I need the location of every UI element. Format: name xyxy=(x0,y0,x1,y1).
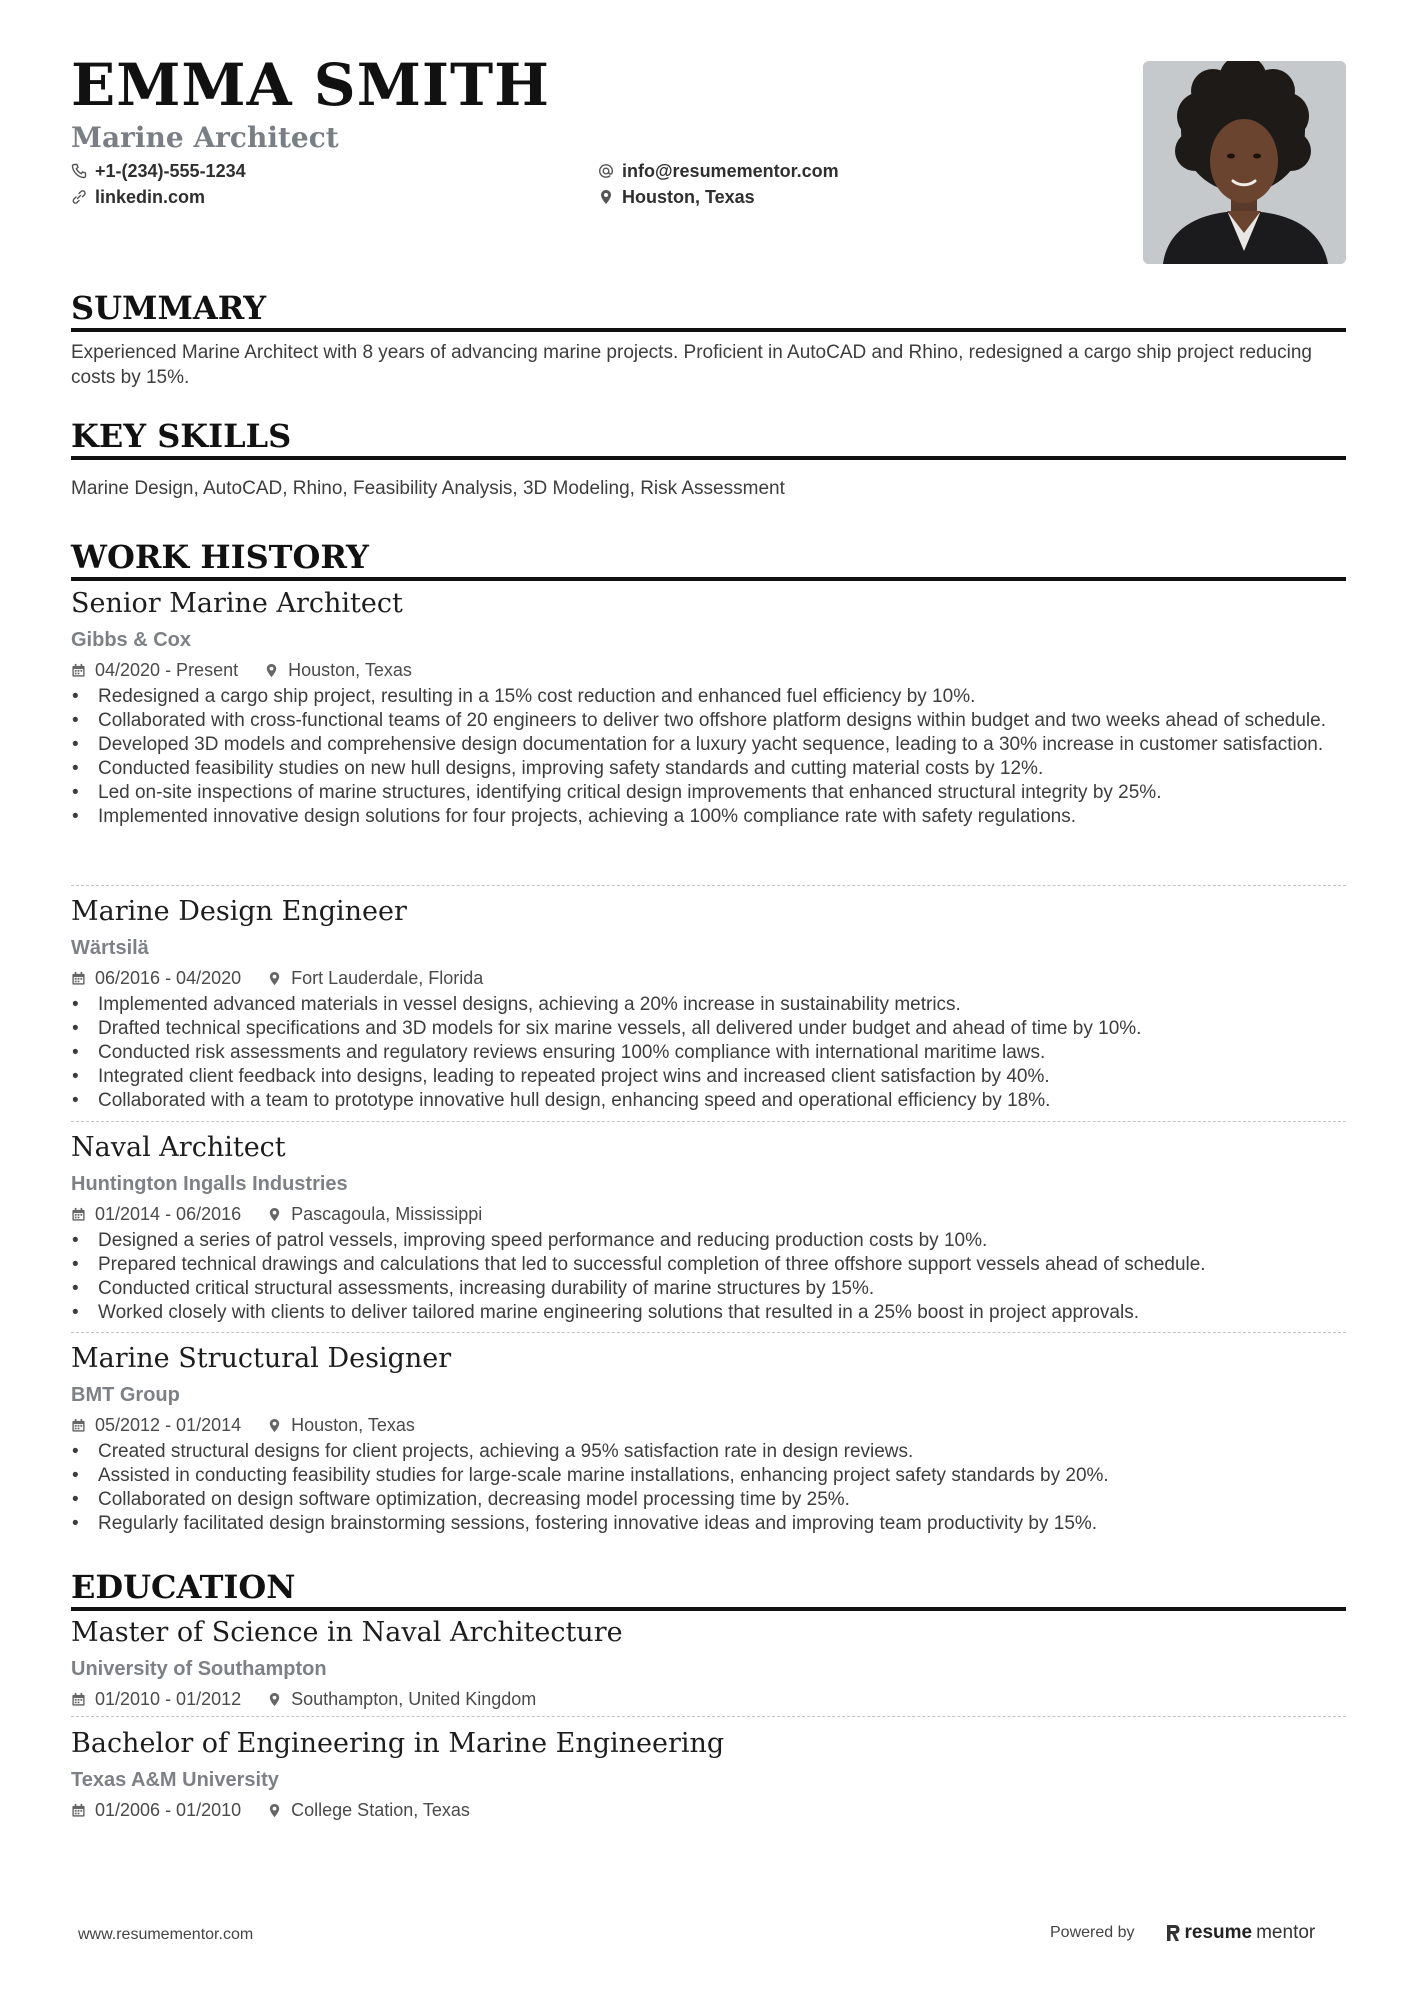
map-pin-icon xyxy=(267,1803,282,1818)
summary-text: Experienced Marine Architect with 8 years of advancing marine projects. Proficient in AutoCAD and Rhino, redesigned a cargo ship project reducing costs by 15%. xyxy=(71,342,1312,388)
brand-name-light: mentor xyxy=(1256,1922,1316,1943)
at-icon xyxy=(598,163,614,179)
list-item: • Conducted feasibility studies on new hull designs, improving safety standards and cutting material costs by 12%. xyxy=(71,757,1346,781)
powered-by-label: Powered by xyxy=(1050,1924,1135,1941)
summary-section xyxy=(71,289,1346,390)
map-pin-icon xyxy=(267,1418,282,1433)
list-item: • Led on-site inspections of marine structures, identifying critical design improvements that enhanced structural integrity by 25%. xyxy=(71,781,1346,805)
calendar-icon xyxy=(71,1803,86,1818)
list-item: • Drafted technical specifications and 3D models for six marine vessels, all delivered under budget and ahead of time by 10%. xyxy=(71,1017,1346,1041)
skills-text: Marine Design, AutoCAD, Rhino, Feasibility Analysis, 3D Modeling, Risk Assessment xyxy=(71,478,785,499)
avatar-illustration xyxy=(1143,61,1346,264)
list-item: • Developed 3D models and comprehensive design documentation for a luxury yacht sequence, leading to a 30% increase in customer satisfaction. xyxy=(71,733,1346,757)
list-item: • Collaborated with a team to prototype innovative hull design, enhancing speed and operational efficiency by 18%. xyxy=(71,1089,1346,1113)
job-bullets xyxy=(71,993,1346,1113)
list-item: • Integrated client feedback into designs, leading to repeated project wins and increased client satisfaction by 40%. xyxy=(71,1065,1346,1089)
job-bullets xyxy=(71,1440,1346,1536)
job-dates: 01/2014 - 06/2016 xyxy=(95,1204,242,1224)
list-item: • Created structural designs for client projects, achieving a 95% satisfaction rate in design reviews. xyxy=(71,1440,1346,1464)
education-location: Southampton, United Kingdom xyxy=(291,1689,537,1709)
job-dates: 05/2012 - 01/2014 xyxy=(95,1415,242,1435)
education-entry xyxy=(71,1619,1346,1708)
calendar-icon xyxy=(71,1692,86,1707)
calendar-icon xyxy=(71,663,86,678)
list-item: • Implemented advanced materials in vessel designs, achieving a 20% increase in sustainability metrics. xyxy=(71,993,1346,1017)
company-name: Wärtsilä xyxy=(71,937,149,959)
divider xyxy=(71,885,1346,886)
job-bullets xyxy=(71,1229,1346,1325)
candidate-name: EMMA SMITH xyxy=(71,51,550,119)
calendar-icon xyxy=(71,1418,86,1433)
education-location: College Station, Texas xyxy=(291,1800,470,1820)
job-meta xyxy=(71,969,1346,987)
company-name: BMT Group xyxy=(71,1384,180,1406)
skills-heading: KEY SKILLS xyxy=(71,420,1346,460)
education-heading: EDUCATION xyxy=(71,1571,1346,1611)
job-dates: 04/2020 - Present xyxy=(95,660,239,680)
job-location: Houston, Texas xyxy=(291,1415,415,1435)
calendar-icon xyxy=(71,1207,86,1222)
linkedin-text[interactable]: linkedin.com xyxy=(95,187,206,207)
list-item: • Designed a series of patrol vessels, improving speed performance and reducing production costs by 10%. xyxy=(71,1229,1346,1253)
linkedin-contact[interactable] xyxy=(71,188,205,206)
education-dates: 01/2010 - 01/2012 xyxy=(95,1689,242,1709)
job-bullets xyxy=(71,685,1346,829)
link-icon xyxy=(71,189,87,205)
list-item: • Prepared technical drawings and calculations that led to successful completion of three offshore support vessels ahead of schedule. xyxy=(71,1253,1346,1277)
job-title: Naval Architect xyxy=(71,1132,286,1163)
job-entry xyxy=(71,898,1346,1113)
job-entry xyxy=(71,1345,1346,1536)
divider xyxy=(71,1332,1346,1333)
job-location: Houston, Texas xyxy=(288,660,412,680)
job-location: Fort Lauderdale, Florida xyxy=(291,968,484,988)
brand-name-bold: resume xyxy=(1184,1922,1253,1943)
degree-title: Master of Science in Naval Architecture xyxy=(71,1617,623,1648)
company-name: Huntington Ingalls Industries xyxy=(71,1173,348,1195)
list-item: • Conducted risk assessments and regulatory reviews ensuring 100% compliance with international maritime laws. xyxy=(71,1041,1346,1065)
skills-section xyxy=(71,417,1346,501)
brand-logo[interactable] xyxy=(1165,1922,1316,1944)
location-text: Houston, Texas xyxy=(622,187,755,207)
job-title: Senior Marine Architect xyxy=(71,588,403,619)
list-item: • Collaborated on design software optimization, decreasing model processing time by 25%. xyxy=(71,1488,1346,1512)
footer-website[interactable]: www.resumementor.com xyxy=(78,1926,254,1943)
education-meta xyxy=(71,1690,1346,1708)
job-meta xyxy=(71,1416,1346,1434)
divider xyxy=(71,1716,1346,1717)
work-history-heading: WORK HISTORY xyxy=(71,541,1346,581)
list-item: • Redesigned a cargo ship project, resulting in a 15% cost reduction and enhanced fuel efficiency by 10%. xyxy=(71,685,1346,709)
phone-text: +1-(234)-555-1234 xyxy=(95,161,246,181)
calendar-icon xyxy=(71,971,86,986)
map-pin-icon xyxy=(267,1207,282,1222)
brand-mark-icon xyxy=(1165,1923,1181,1943)
email-contact[interactable] xyxy=(598,162,839,180)
email-text[interactable]: info@resumementor.com xyxy=(622,161,839,181)
phone-icon xyxy=(71,163,87,179)
footer-branding xyxy=(1050,1922,1315,1944)
resume-header xyxy=(71,0,1346,280)
education-meta xyxy=(71,1801,1346,1819)
school-name: Texas A&M University xyxy=(71,1769,279,1791)
map-pin-icon xyxy=(598,189,614,205)
degree-title: Bachelor of Engineering in Marine Engineering xyxy=(71,1728,725,1759)
list-item: • Collaborated with cross-functional teams of 20 engineers to deliver two offshore platform designs within budget and two weeks ahead of schedule. xyxy=(71,709,1346,733)
list-item: • Assisted in conducting feasibility studies for large-scale marine installations, enhancing project safety standards by 20%. xyxy=(71,1464,1346,1488)
map-pin-icon xyxy=(267,1692,282,1707)
job-meta xyxy=(71,1205,1346,1223)
map-pin-icon xyxy=(267,971,282,986)
education-dates: 01/2006 - 01/2010 xyxy=(95,1800,242,1820)
summary-heading: SUMMARY xyxy=(71,292,1346,332)
list-item: • Worked closely with clients to deliver tailored marine engineering solutions that resulted in a 25% boost in project approvals. xyxy=(71,1301,1346,1325)
location-contact xyxy=(598,188,755,206)
job-entry xyxy=(71,1134,1346,1325)
education-section xyxy=(71,1568,1346,1611)
candidate-role: Marine Architect xyxy=(71,121,339,154)
profile-photo xyxy=(1143,61,1346,264)
list-item: • Regularly facilitated design brainstorming sessions, fostering innovative ideas and improving team productivity by 15%. xyxy=(71,1512,1346,1536)
map-pin-icon xyxy=(264,663,279,678)
school-name: University of Southampton xyxy=(71,1658,327,1680)
company-name: Gibbs & Cox xyxy=(71,629,192,651)
resume-page xyxy=(71,0,1346,1820)
job-location: Pascagoula, Mississippi xyxy=(291,1204,483,1224)
job-entry xyxy=(71,590,1346,829)
job-meta xyxy=(71,661,1346,679)
job-title: Marine Structural Designer xyxy=(71,1343,452,1374)
divider xyxy=(71,1121,1346,1122)
phone-contact xyxy=(71,162,246,180)
education-entry xyxy=(71,1730,1346,1819)
list-item: • Conducted critical structural assessments, increasing durability of marine structures by 15%. xyxy=(71,1277,1346,1301)
job-title: Marine Design Engineer xyxy=(71,896,407,927)
job-dates: 06/2016 - 04/2020 xyxy=(95,968,242,988)
work-history-section xyxy=(71,538,1346,581)
list-item: • Implemented innovative design solutions for four projects, achieving a 100% compliance rate with safety regulations. xyxy=(71,805,1346,829)
